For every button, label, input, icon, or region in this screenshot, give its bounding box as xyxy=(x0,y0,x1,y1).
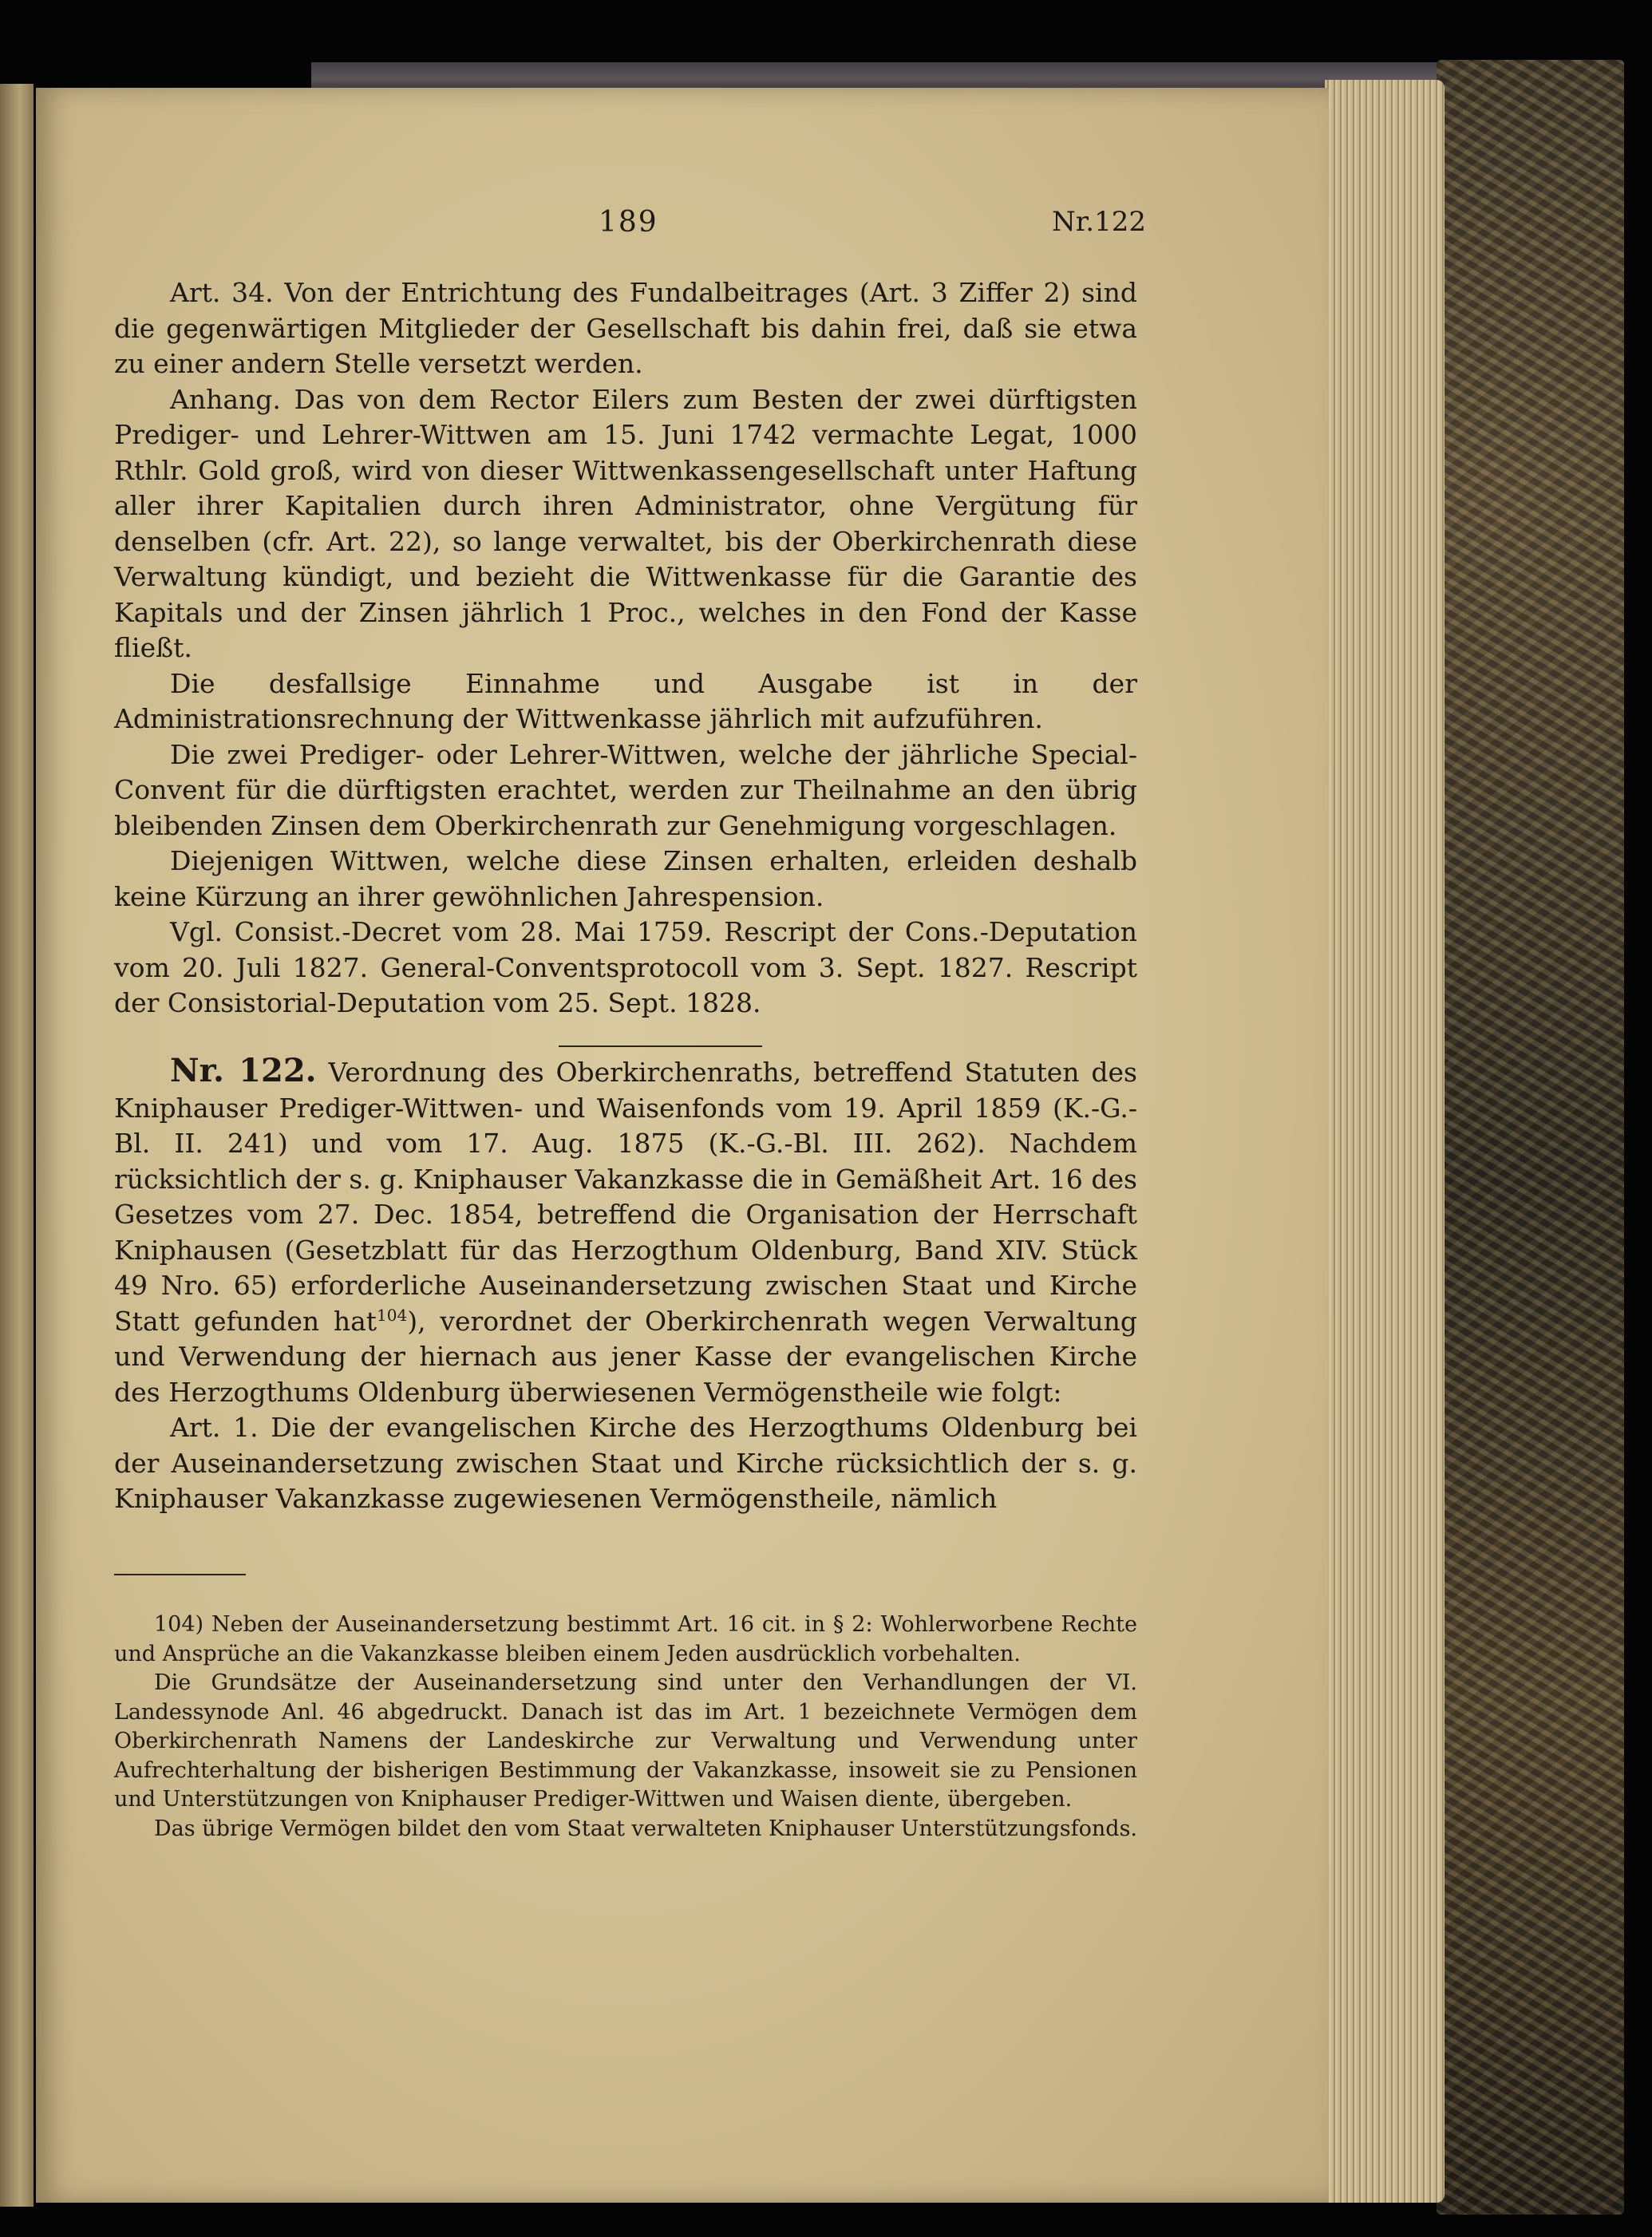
section-reference: Nr.122 xyxy=(1052,206,1146,238)
section-separator xyxy=(559,1045,762,1047)
footnote-uebriges: Das übrige Vermögen bildet den vom Staat verwalteten Kniphauser Unterstützungsfonds. xyxy=(154,1816,1138,1841)
page-stack-edge xyxy=(1325,80,1445,2203)
left-page-edge xyxy=(0,84,34,2207)
footnote-grundsaetze: Die Grundsätze der Auseinandersetzung sind unter den Verhandlungen der VI. Landessynode Anl. 46 abgedruckt. Danach ist das im Art. 1 bezeichnete Vermögen dem Oberkirchenrath Namens der Landeskirche zur Verwaltung und Verwendung unter Aufrechterhaltung der bisherigen Bestimmung der Vakanzkasse, insoweit sie zu Pensionen und Unterstützungen von Kniphauser Prediger-Wittwen und Waisen diente, übergeben. xyxy=(114,1670,1137,1812)
paragraph-anhang: Anhang. Das von dem Rector Eilers zum Besten der zwei dürftigsten Prediger- und Lehrer-Wittwen am 15. Juni 1742 vermachte Legat, 1000 Rthlr. Gold groß, wird von dieser Wittwenkassengesellschaft unter Haftung aller ihrer Kapitalien durch ihren Administrator, ohne Vergütung für denselben (cfr. Art. 22), so lange verwaltet, bis der Oberkirchenrath diese Verwaltung kündigt, und bezieht die Wittwenkasse für die Garantie des Kapitals und der Zinsen jährlich 1 Proc., welches in den Fond der Kasse fließt. xyxy=(114,383,1137,663)
footnotes xyxy=(114,1611,1137,1844)
section-122 xyxy=(114,1053,1137,1517)
footnote-rule xyxy=(114,1574,246,1575)
section-intro-continuation: ), verordnet der Oberkirchenrath wegen Verwaltung und Verwendung der hiernach aus jener Kasse der evangelischen Kirche des Herzogthums Oldenburg überwiesenen Vermögenstheile wie folgt: xyxy=(114,1305,1137,1408)
footnote-marker: 104 xyxy=(377,1305,408,1325)
page-number: 189 xyxy=(599,206,658,239)
paragraph-art-34: Art. 34. Von der Entrichtung des Fundalbeitrages (Art. 3 Ziffer 2) sind die gegenwärtigen Mitglieder der Gesellschaft bis dahin frei, daß sie etwa zu einer andern Stelle versetzt werden. xyxy=(114,277,1137,379)
body-text xyxy=(114,275,1137,1022)
section-intro-text: Verordnung des Oberkirchenraths, betreffend Statuten des Kniphauser Prediger-Wittwen- und Waisenfonds vom 19. April 1859 (K.-G.-Bl. II. 241) und vom 17. Aug. 1875 (K.-G.-Bl. III. 262). Nachdem rücksichtlich der s. g. Kniphauser Vakanzkasse die in Gemäßheit Art. 16 des Gesetzes vom 27. Dec. 1854, betreffend die Organisation der Herrschaft Kniphausen (Gesetzblatt für das Herzogthum Oldenburg, Band XIV. Stück 49 Nro. 65) erforderliche Auseinandersetzung zwischen Staat und Kirche Statt gefunden hat xyxy=(114,1057,1137,1337)
paragraph-diejenigen: Diejenigen Wittwen, welche diese Zinsen erhalten, erleiden deshalb keine Kürzung an ihrer gewöhnlichen Jahrespension. xyxy=(114,845,1137,912)
marbled-cover xyxy=(1437,60,1624,2215)
paragraph-einnahme: Die desfallsige Einnahme und Ausgabe ist in der Administrationsrechnung der Wittwenkasse jährlich mit aufzuführen. xyxy=(114,667,1137,734)
paragraph-wittwen: Die zwei Prediger- oder Lehrer-Wittwen, welche der jährliche Special-Convent für die dürftigsten erachtet, werden zur Theilnahme an den übrig bleibenden Zinsen dem Oberkirchenrath zur Genehmigung vorgeschlagen. xyxy=(114,738,1137,841)
paragraph-references: Vgl. Consist.-Decret vom 28. Mai 1759. Rescript der Cons.-Deputation vom 20. Juli 1827. General-Conventsprotocoll vom 3. Sept. 1827. Rescript der Consistorial-Deputation vom 25. Sept. 1828. xyxy=(114,916,1137,1018)
article-1: Art. 1. Die der evangelischen Kirche des Herzogthums Oldenburg bei der Auseinandersetzung zwischen Staat und Kirche rücksichtlich der s. g. Kniphauser Vakanzkasse zugewiesenen Vermögenstheile, nämlich xyxy=(114,1412,1137,1514)
section-intro xyxy=(114,1053,1137,1410)
footnote-104: 104) Neben der Auseinandersetzung bestimmt Art. 16 cit. in § 2: Wohlerworbene Rechte und Ansprüche an die Vakanzkasse bleiben einem Jeden ausdrücklich vorbehalten. xyxy=(114,1612,1137,1666)
section-number: Nr. 122. xyxy=(170,1052,317,1089)
